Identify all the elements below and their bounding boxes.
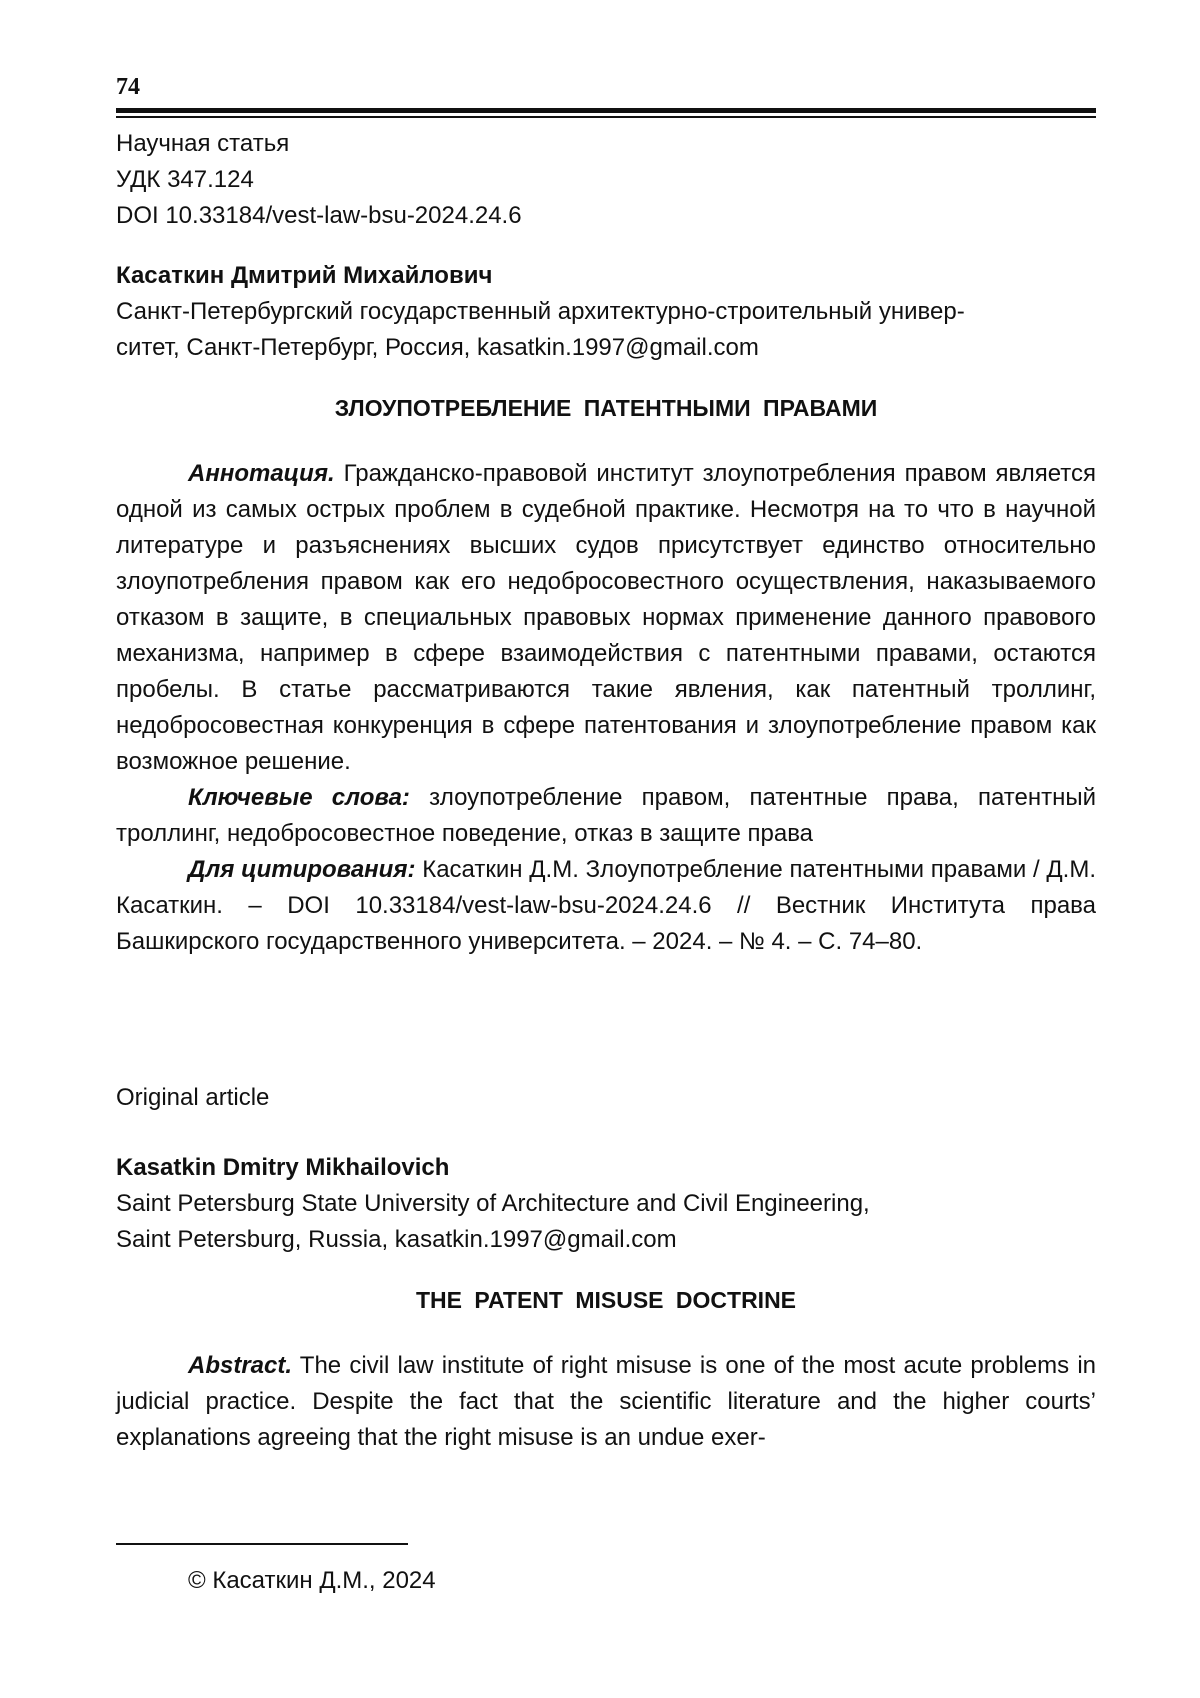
ru-keywords bbox=[116, 780, 1096, 852]
header-rule bbox=[116, 108, 1096, 113]
en-affiliation-line2: Saint Petersburg, Russia, kasatkin.1997@gmail.com bbox=[116, 1226, 677, 1253]
ru-article-title: ЗЛОУПОТРЕБЛЕНИЕ ПАТЕНТНЫМИ ПРАВАМИ bbox=[334, 395, 878, 421]
footnote-rule bbox=[116, 1543, 408, 1545]
ru-keywords-text: злоупотребление правом, патентные права, патентный троллинг, недобросовестное поведение, отказ в защите права bbox=[116, 784, 1097, 847]
en-abstract-text: The civil law institute of right misuse is one of the most acute problems in judicial practice. Despite the fact that the scientific literature and the higher courts’ explanations agreeing that the right misuse is an undue exer- bbox=[116, 1352, 1096, 1451]
ru-article-type: Научная статья bbox=[116, 130, 290, 157]
en-author-name: Kasatkin Dmitry Mikhailovich bbox=[116, 1154, 450, 1181]
ru-citation-text: Касаткин Д.М. Злоупотребление патентными правами / Д.М. Касаткин. – DOI 10.33184/vest-law-bsu-2024.24.6 // Вестник Института права Башкирского государственного университета. – 2024. – № 4. – С. 74–80. bbox=[116, 856, 1096, 955]
ru-abstract-label: Аннотация. bbox=[188, 460, 335, 487]
en-author-block bbox=[116, 1150, 1096, 1258]
page-number: 74 bbox=[116, 74, 140, 100]
ru-affiliation-line1: Санкт-Петербургский государственный архитектурно-строительный универ- bbox=[116, 298, 965, 325]
ru-author-name: Касаткин Дмитрий Михайлович bbox=[116, 262, 493, 289]
footnote-copyright: © Касаткин Д.М., 2024 bbox=[188, 1567, 436, 1594]
ru-citation bbox=[116, 852, 1096, 960]
ru-affiliation-line2: ситет, Санкт-Петербург, Россия, kasatkin.1997@gmail.com bbox=[116, 334, 759, 361]
ru-keywords-label: Ключевые слова: bbox=[188, 784, 410, 811]
en-article-type: Original article bbox=[116, 1084, 270, 1111]
ru-abstract-text: Гражданско-правовой институт злоупотребления правом является одной из самых острых проблем в судебной практике. Несмотря на то что в научной литературе и разъяснениях высших судов присутствует единство относительно злоупотребления правом как его недобросовестного осуществления, наказываемого отказом в защите, в специальных правовых нормах применение данного правового механизма, например в сфере взаимодействия с патентными правами, остаются пробелы. В статье рассматриваются такие явления, как патентный троллинг, недобросовестная конкуренция в сфере патентования и злоупотребление правом как возможное решение. bbox=[116, 460, 1096, 775]
ru-author-block bbox=[116, 258, 1096, 366]
ru-abstract bbox=[116, 456, 1096, 780]
ru-doi: DOI 10.33184/vest-law-bsu-2024.24.6 bbox=[116, 202, 522, 229]
en-abstract-label: Abstract. bbox=[188, 1352, 293, 1379]
header-rule-thin bbox=[116, 116, 1096, 118]
en-abstract bbox=[116, 1348, 1096, 1456]
ru-metadata bbox=[116, 126, 1096, 234]
en-article-title: THE PATENT MISUSE DOCTRINE bbox=[415, 1287, 797, 1313]
en-affiliation-line1: Saint Petersburg State University of Architecture and Civil Engineering, bbox=[116, 1190, 870, 1217]
ru-udk: УДК 347.124 bbox=[116, 166, 254, 193]
page bbox=[116, 0, 1096, 1698]
ru-citation-label: Для цитирования: bbox=[188, 856, 416, 883]
